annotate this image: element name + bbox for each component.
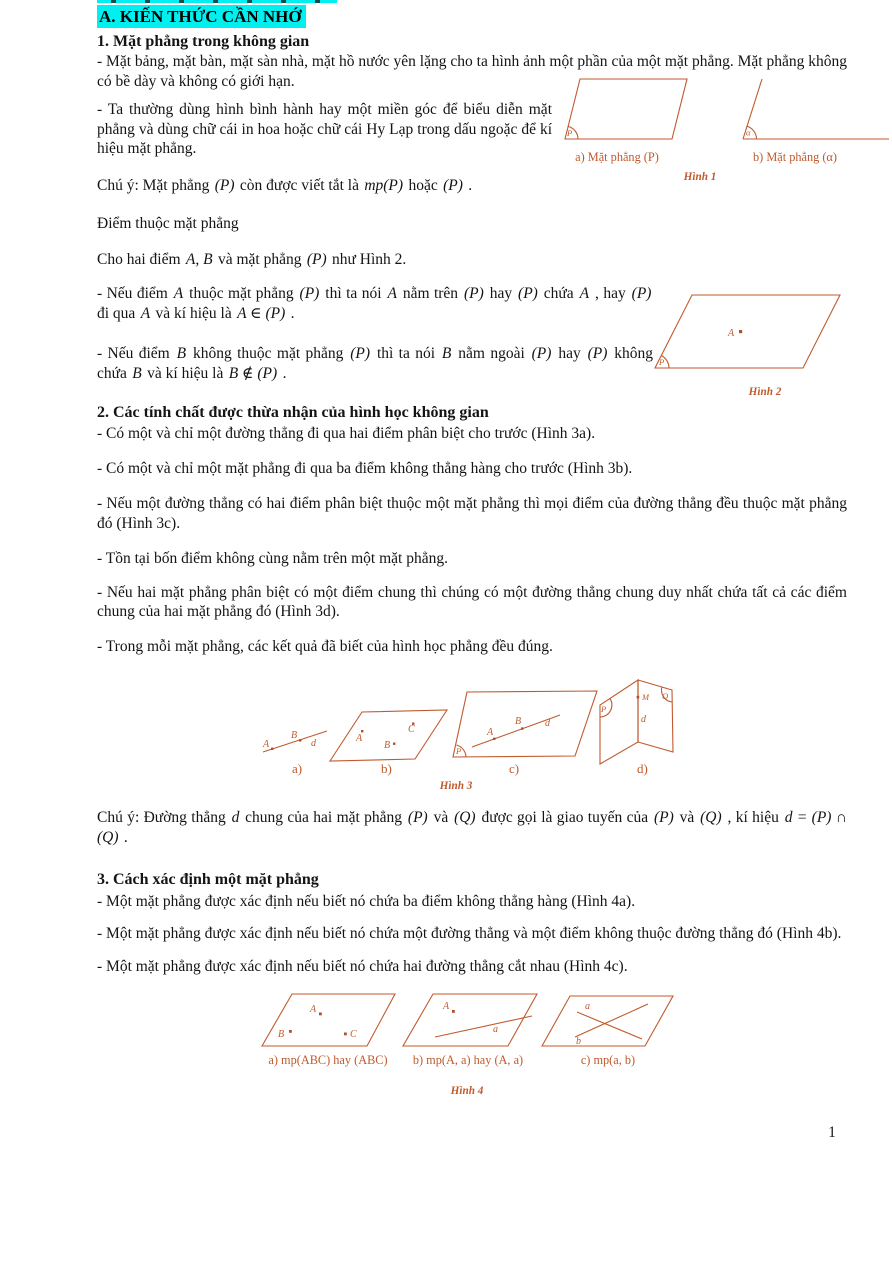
paragraph-two-points-intro: Cho hai điểm A, B và mặt phẳng (P) như Hình 2. — [97, 250, 407, 268]
fig4a-caption: a) mp(ABC) hay (ABC) — [268, 1052, 388, 1067]
fig1a-caption: a) Mặt phẳng (P) — [575, 150, 659, 164]
fig3d-sublabel: d) — [637, 761, 648, 776]
fig4a-label-c: C — [350, 1028, 357, 1040]
fig4a-point-c-dot — [344, 1032, 347, 1035]
section3-bullet-1: - Một mặt phẳng được xác định nếu biết nó chứa ba điểm không thẳng hàng (Hình 4a). — [97, 893, 636, 910]
fig2-name: Hình 2 — [748, 386, 782, 398]
fig2-label-a: A — [728, 328, 735, 339]
fig3a-point-b-dot — [299, 739, 301, 741]
fig3b-label-c: C — [408, 724, 415, 735]
fig2-plane-outline — [655, 295, 840, 368]
main-heading: A. KIẾN THỨC CẦN NHỚ — [97, 5, 306, 28]
fig3a-point-a-dot — [271, 748, 273, 750]
fig4a-label-b: B — [278, 1028, 285, 1040]
fig4c-line-a — [577, 1012, 642, 1039]
fig4c-label-a: a — [585, 1000, 590, 1012]
fig3c-point-a-dot — [493, 738, 495, 740]
fig4-name: Hình 4 — [450, 1084, 484, 1097]
paragraph-point-a-in-plane: - Nếu điểm A thuộc mặt phẳng (P) thì ta nói A nằm trên (P) hay (P) chứa A , hay (P) đi qua A và kí hiệu là A ∈ (P) . — [97, 285, 652, 322]
fig3d-two-planes-common-line — [600, 680, 673, 776]
fig2-label-p: P — [659, 357, 665, 367]
fig3b-sublabel: b) — [381, 761, 392, 776]
fig3c-label-b: B — [515, 716, 522, 727]
fig1-name: Hình 1 — [683, 171, 717, 183]
fig1b-caption: b) Mặt phẳng (α) — [753, 150, 837, 164]
fig1b-label-alpha: α — [746, 127, 751, 138]
fig4b-caption: b) mp(A, a) hay (A, a) — [412, 1052, 524, 1067]
fig4b-label-a-point: A — [443, 1000, 450, 1012]
fig4a-plane-abc — [262, 994, 395, 1067]
paragraph-plane-examples: - Mặt bảng, mặt bàn, mặt sàn nhà, mặt hồ nước yên lặng cho ta hình ảnh một phần của một mặt phẳng. Mặt phẳng không có bề dày và không có giới hạn. — [97, 53, 847, 90]
section2-bullet-5: - Nếu hai mặt phẳng phân biệt có một điểm chung thì chúng có một đường thẳng chung duy nhất chứa tất cả các điểm chung của hai mặt phẳng đó (Hình 3d). — [97, 583, 847, 620]
fig3a-sublabel: a) — [292, 761, 303, 776]
section2-bullet-4: - Tồn tại bốn điểm không cùng nằm trên một mặt phẳng. — [97, 550, 448, 567]
fig4b-line-a — [435, 1016, 532, 1037]
paragraph-point-b-not-in-plane: - Nếu điểm B không thuộc mặt phẳng (P) thì ta nói B nằm ngoài (P) hay (P) không chứa B và kí hiệu là B ∉ (P) . — [97, 345, 653, 382]
fig3-name: Hình 3 — [439, 780, 473, 792]
fig4b-label-line-a: a — [493, 1023, 498, 1035]
fig3a-line-through-two-points — [262, 730, 327, 776]
section2-bullet-1: - Có một và chỉ một đường thẳng đi qua hai điểm phân biệt cho trước (Hình 3a). — [97, 425, 596, 442]
fig3d-point-m-dot — [637, 696, 640, 699]
figure-hinh-3 — [160, 668, 847, 793]
fig3d-label-p: P — [601, 704, 607, 714]
section2-bullet-2: - Có một và chỉ một mặt phẳng đi qua ba điểm không thẳng hàng cho trước (Hình 3b). — [97, 459, 633, 477]
section2-title: 2. Các tính chất được thừa nhận của hình học không gian — [97, 404, 489, 421]
fig4a-point-b-dot — [289, 1030, 292, 1033]
paragraph-note-intersection: Chú ý: Đường thẳng d chung của hai mặt phẳng (P) và (Q) được gọi là giao tuyến của (P) và (Q) , kí hiệu d = (P) ∩ (Q) . — [97, 809, 848, 846]
fig3b-plane-three-points — [330, 710, 447, 776]
section1-title: 1. Mặt phẳng trong không gian — [97, 33, 310, 50]
fig4c-label-b: b — [576, 1035, 581, 1047]
fig4b-plane-point-line — [403, 994, 537, 1067]
section3-bullet-3: - Một mặt phẳng được xác định nếu biết nó chứa hai đường thẳng cắt nhau (Hình 4c). — [97, 958, 628, 975]
paragraph-note-mp: Chú ý: Mặt phẳng (P) còn được viết tắt là mp(P) hoặc (P) . — [97, 176, 473, 194]
fig3c-line-in-plane — [453, 691, 597, 776]
fig3c-plane-outline — [453, 691, 597, 757]
subheading-point-in-plane: Điểm thuộc mặt phẳng — [97, 215, 239, 232]
fig3d-label-d: d — [641, 714, 646, 725]
fig3b-plane-outline — [330, 710, 447, 761]
section2-bullet-3: - Nếu một đường thẳng có hai điểm phân biệt thuộc một mặt phẳng thì mọi điểm của đường thẳng đều thuộc mặt phẳng đó (Hình 3c). — [97, 495, 847, 532]
figure-hinh-1 — [540, 72, 892, 187]
cut-highlight-sliver — [97, 0, 337, 3]
fig1a-plane-outline — [565, 79, 687, 139]
fig3d-label-q: Q — [662, 691, 669, 701]
figure-hinh-2 — [640, 280, 892, 405]
fig4b-point-a-dot — [452, 1010, 455, 1013]
fig3c-label-d: d — [545, 718, 550, 729]
fig3d-label-m: M — [642, 692, 650, 702]
fig2-point-a-dot — [739, 330, 742, 333]
fig3a-label-a: A — [263, 739, 270, 750]
page-number: 1 — [828, 1124, 836, 1141]
fig4c-caption: c) mp(a, b) — [580, 1052, 636, 1067]
fig3c-point-b-dot — [521, 727, 523, 729]
fig4a-label-a: A — [310, 1003, 317, 1015]
fig4a-point-a-dot — [319, 1012, 322, 1015]
fig4c-plane-two-lines — [542, 996, 673, 1067]
fig3c-label-p: P — [456, 746, 462, 756]
fig3a-label-d: d — [311, 738, 316, 749]
fig3b-point-b-dot — [393, 743, 395, 745]
section3-title: 3. Cách xác định một mặt phẳng — [97, 871, 319, 888]
fig4b-plane-outline — [403, 994, 537, 1046]
fig3b-label-a: A — [356, 733, 363, 744]
fig1a-label-p: P — [567, 128, 573, 138]
fig1a-plane-p — [565, 79, 687, 164]
section2-bullet-6: - Trong mỗi mặt phẳng, các kết quả đã biết của hình học phẳng đều đúng. — [97, 637, 553, 655]
fig3c-label-a: A — [487, 727, 494, 738]
figure-hinh-4 — [240, 984, 847, 1099]
fig3d-plane-p-outline — [600, 680, 638, 764]
fig1b-plane-alpha — [743, 79, 889, 164]
paragraph-plane-representation: - Ta thường dùng hình bình hành hay một miền góc để biểu diễn mặt phẳng và dùng chữ cái in hoa hoặc chữ cái Hy Lạp trong dấu ngoặc để kí hiệu mặt phẳng. — [97, 101, 552, 157]
fig4c-plane-outline — [542, 996, 673, 1046]
fig3a-label-b: B — [291, 730, 298, 741]
fig3c-sublabel: c) — [509, 761, 520, 776]
fig3b-label-b: B — [384, 740, 391, 751]
section3-bullet-2: - Một mặt phẳng được xác định nếu biết nó chứa một đường thẳng và một điểm không thuộc đường thẳng đó (Hình 4b). — [97, 924, 842, 942]
